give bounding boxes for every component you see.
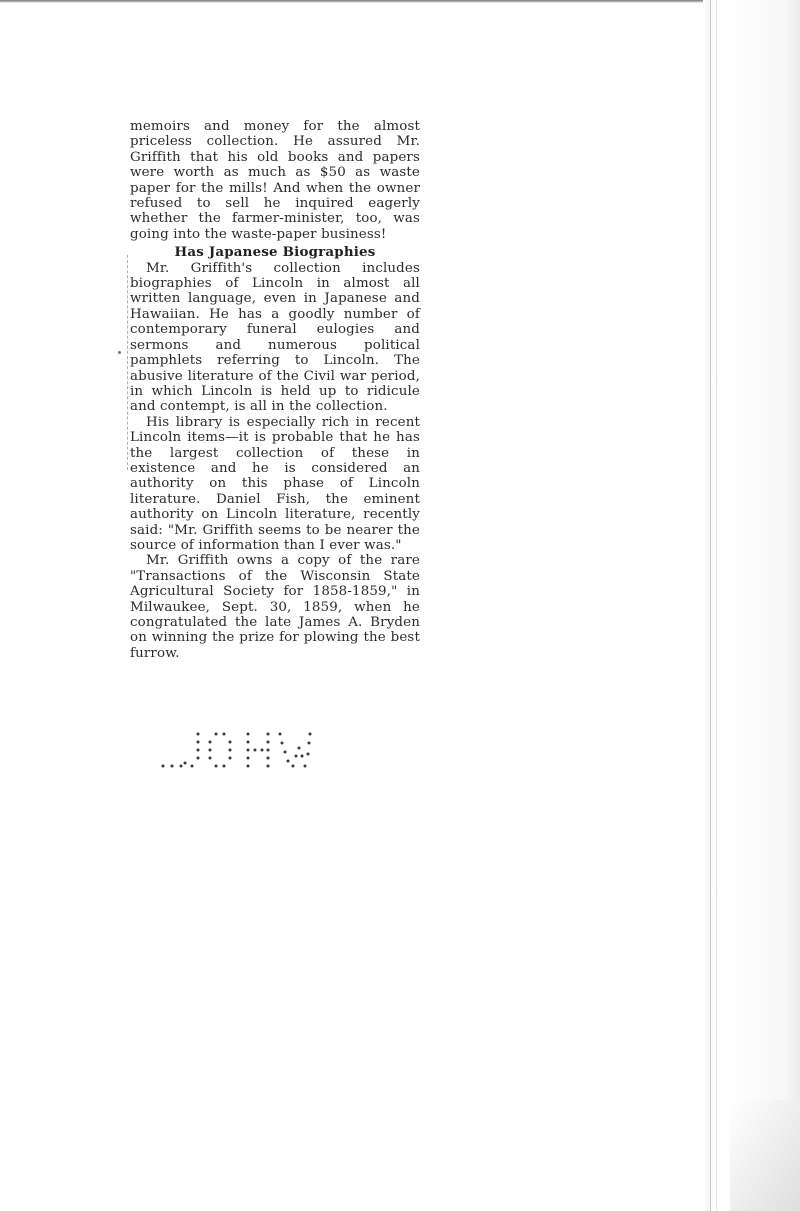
- perforation-dot: [309, 733, 312, 736]
- perforation-dot: [304, 765, 307, 768]
- perforation-dot: [287, 760, 290, 763]
- perforation-dot: [229, 749, 232, 752]
- margin-dot: [118, 351, 121, 354]
- perforation-dot: [180, 765, 183, 768]
- perforation-dot: [215, 765, 218, 768]
- perforation-dot: [197, 741, 200, 744]
- perforation-dot: [292, 765, 295, 768]
- perforation-dot: [301, 755, 304, 758]
- perforation-dot: [284, 751, 287, 754]
- perforation-dot: [247, 749, 250, 752]
- perforation-dot: [267, 749, 270, 752]
- page-fold-line: [710, 0, 711, 1211]
- paragraph-3: His library is especially rich in recent Lincoln items—it is probable that he has the largest collection of these in existence and he is considered an authority on this phase of Lincoln literature. Daniel Fish, the eminent authority on Lincoln literature, recently said: "Mr. Griffith seems to be nearer the source of information than I ever was.": [130, 414, 420, 553]
- perforation-dot: [267, 765, 270, 768]
- perforation-dot: [247, 765, 250, 768]
- perforation-dot: [295, 755, 298, 758]
- perforation-dot: [267, 733, 270, 736]
- perforation-dot: [209, 749, 212, 752]
- perforation-dot: [267, 741, 270, 744]
- page-fold-line-secondary: [716, 0, 717, 1211]
- perforation-dot: [279, 733, 282, 736]
- newspaper-clipping: [130, 119, 420, 661]
- perforation-dot: [261, 749, 264, 752]
- perforation-dot: [307, 753, 310, 756]
- paragraph-2: Mr. Griffith's collection includes biographies of Lincoln in almost all written language, even in Japanese and Hawaiian. He has a goodly number of contemporary funeral eulogies and sermons and numerous political pamphlets referring to Lincoln. The abusive literature of the Civil war period, in which Lincoln is held up to ridicule and contempt, is all in the collection.: [130, 260, 420, 415]
- perforation-dot: [197, 749, 200, 752]
- paragraph-4: Mr. Griffith owns a copy of the rare "Transactions of the Wisconsin State Agricultural Society for 1858-1859," in Milwaukee, Sept. 30, 1859, when he congratulated the late James A. Bryden on winning the prize for plowing the best furrow.: [130, 553, 420, 661]
- perforation-dot: [184, 762, 187, 765]
- perforation-dot: [197, 757, 200, 760]
- subheading: Has Japanese Biographies: [174, 244, 376, 261]
- perforation-stamp: [160, 730, 312, 770]
- perforation-dot: [191, 765, 194, 768]
- perforation-dot: [247, 741, 250, 744]
- perforation-dot: [223, 733, 226, 736]
- perforation-dot: [247, 757, 250, 760]
- perforation-dot: [215, 733, 218, 736]
- perforation-dot: [229, 741, 232, 744]
- perforation-dot: [209, 741, 212, 744]
- perforation-dot: [197, 733, 200, 736]
- perforation-dot: [247, 733, 250, 736]
- perforation-dot: [209, 757, 212, 760]
- scan-top-edge: [0, 0, 800, 3]
- perforation-dot: [267, 757, 270, 760]
- perforation-dot: [171, 765, 174, 768]
- page-corner-curl: [730, 1100, 800, 1211]
- perforation-dot: [308, 742, 311, 745]
- page-fold-shadow: [703, 0, 800, 1211]
- perforation-dot: [298, 747, 301, 750]
- perforation-dot: [223, 765, 226, 768]
- perforation-dot: [281, 742, 284, 745]
- perforation-dot: [254, 749, 257, 752]
- paragraph-1: memoirs and money for the almost priceless collection. He assured Mr. Griffith that his old books and papers were worth as much as $50 as waste paper for the mills! And when the owner refused to sell he inquired eagerly whether the farmer-minister, too, was going into the waste-paper business!: [130, 119, 420, 242]
- perforation-dot: [162, 765, 165, 768]
- perforation-dot: [229, 757, 232, 760]
